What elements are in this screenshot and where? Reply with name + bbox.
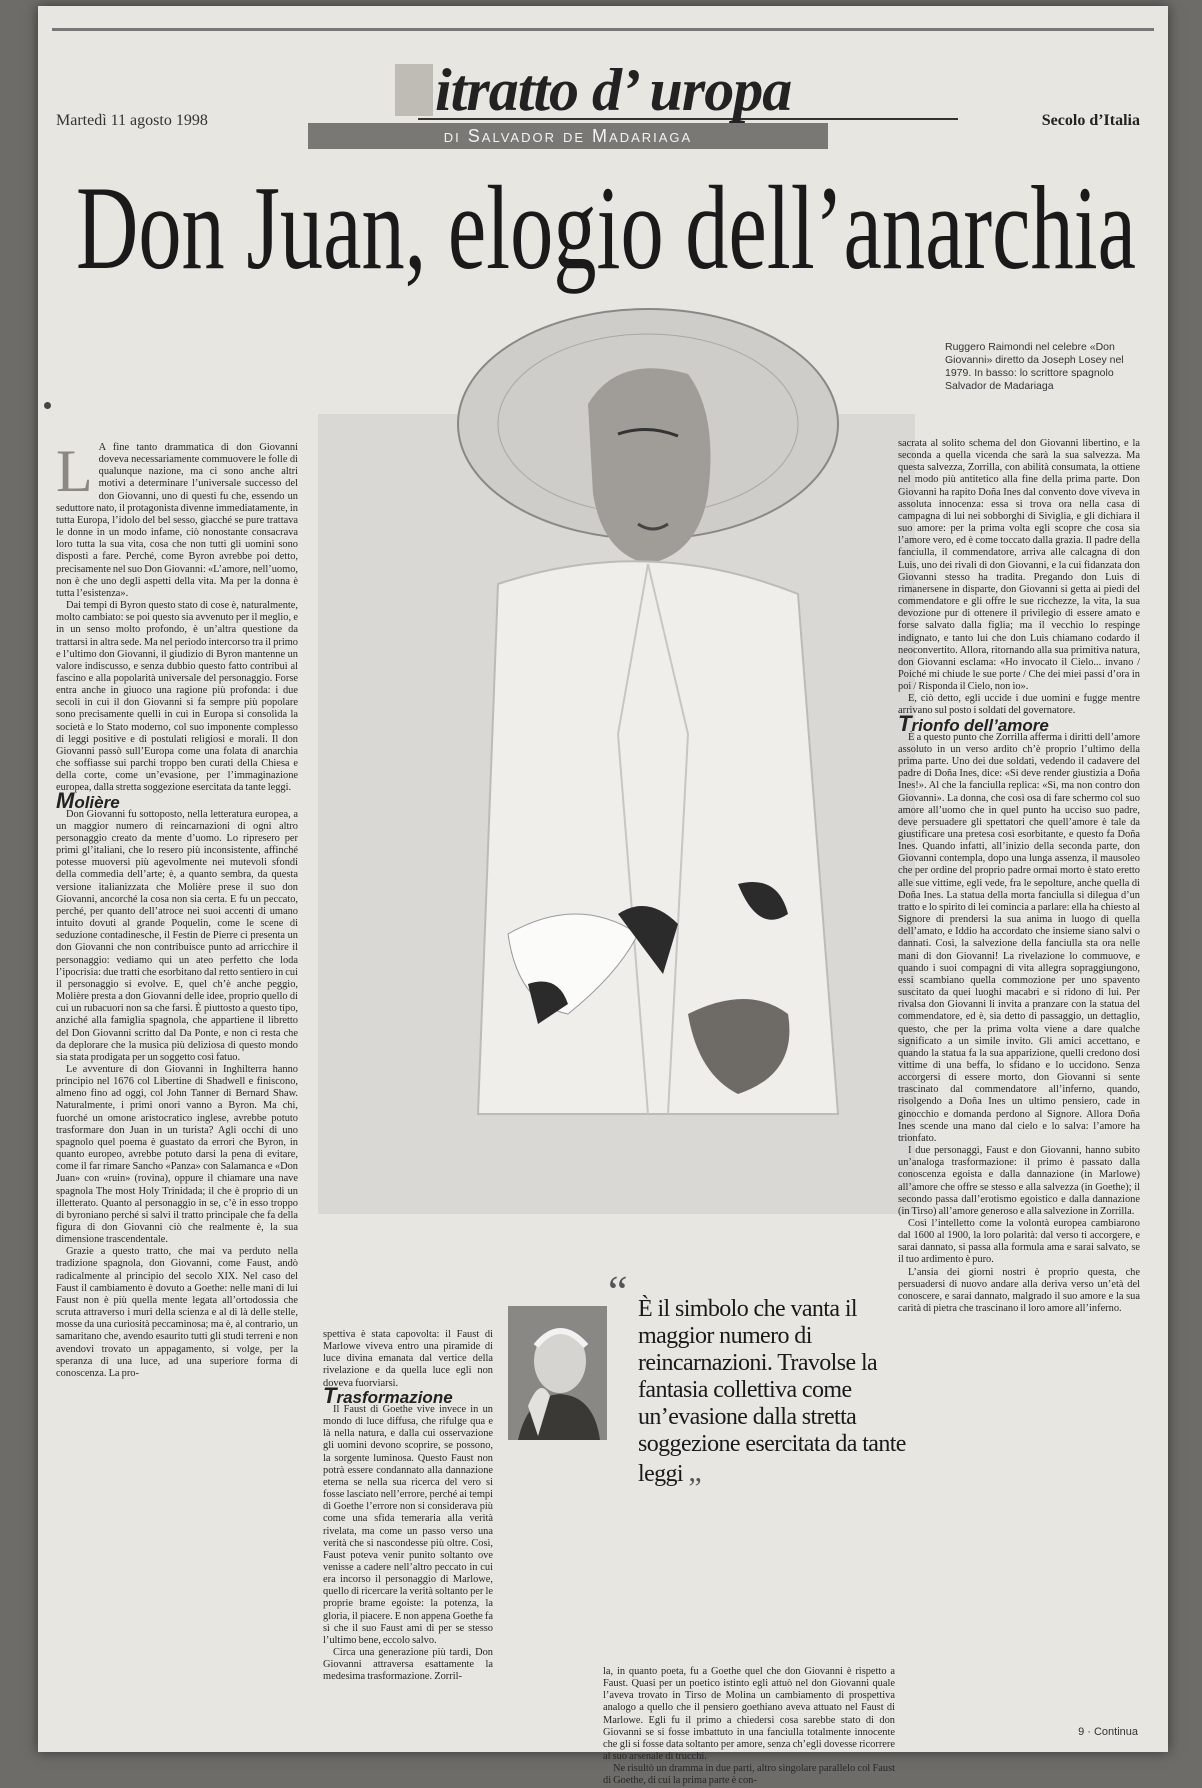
subhead-moliere: Molière (56, 787, 120, 813)
paragraph: la, in quanto poeta, fu a Goethe quel che don Giovanni è rispetto a Faust. Quasi per un poetico istinto egli attuò nel don Giovanni quale l’aveva trovato in Tirso de Molina un cambiamento di prospettiva analogo a quello che il pensiero goethiano aveva attuato nel Faust di Marlowe. Egli fu il primo a chiedersi cosa sarebbe stato di don Giovanni se si fosse imbattuto in una fanciulla totalmente innocente che gli si fosse data soltanto per amore, senza ch’egli dovesse ricorrere al suo arsenale di trucchi. (603, 1666, 895, 1763)
newspaper-page (38, 6, 1168, 1787)
paragraph: Le avventure di don Giovanni in Inghilterra hanno principio nel 1676 col Libertine di Shadwell e finiscono, almeno fino ad oggi, col John Tanner di Bernard Shaw. Naturalmente, i primi onori vanno a Byron. Ma chi, fuorché un omone aristocratico inglese, avrebbe potuto trasformare don Juan in un turista? Agli occhi di uno spagnolo quel poema è guastato da errori che Byron, in quanto europeo, avrebbe potuto darsi la pena di evitare, come il far rimare Sancho «Panza» con Salamanca e «Don Juan» con «ruin» (rovina), oppure il chiamare una nave spagnola The most Holy Trinidada; il che è proprio di un illetterato. Quanto al personaggio in se, c’è in esso troppo di byroniano perché si salvi il tratto principale che fa della figura di don Giovanni ciò che realmente è, la sua dimensione trascendentale. (56, 1063, 298, 1246)
subhead-trasformazione: Trasformazione (323, 1382, 453, 1408)
drop-cap: L (56, 438, 93, 504)
newspaper-name: Secolo d’Italia (1041, 112, 1140, 129)
paragraph: Don Giovanni fu sottoposto, nella letteratura europea, a un maggior numero di reincarnazioni di ogni altro personaggio creato da mente d’uomo. Lo ripresero per primi gl’italiani, che lo resero più inconsistente, affinché potesse muoversi più agevolmente nei mutevoli sfondi della commedia dell’arte; è, a quanto sembra, da questa versione italianizzata che Molière prese il suo don Giovanni, ancorché la cosa non sia certa. E fu un peccato, perché, per quanto dell’atroce nei suoi accenti di umano intuito dovuti al grande Poquelin, come le scene di seduzione contadinesche, il Festin de Pierre ci presenta un don Giovanni che non contribuisce punto ad arricchire il personaggio: vediamo qui un ateo perfetto che loda l’ipocrisia: due tratti che esorbitano dal retto sentiero in cui il personaggio si evolve. E, quel ch’è anche peggio, Molière presta a don Giovanni delle idee, proprio quello di cui un rubacuori non sa che farsi. È piuttosto a questo tipo, anziché alla famiglia spagnola, che appartiene il libretto del Don Giovanni scritto dal Da Ponte, e non ci resta che da deplorare che la musica più deliziosa di questo mondo sia stata prodigata per un soggetto così fatuo. (56, 808, 298, 1063)
photo-caption: Ruggero Raimondi nel celebre «Don Giovanni» diretto da Joseph Losey nel 1979. In basso: lo scrittore spagnolo Salvador de Madariaga (945, 341, 1124, 392)
paragraph: sacrata al solito schema del don Giovanni libertino, e la seconda a quella vicenda che sarà la sua salvezza. Ma questa salvezza, Zorrilla, con abilità consumata, la ottiene nel modo più antitetico alla fine della prima parte. Don Giovanni ha rapito Doña Ines dal convento dove viveva in assoluta innocenza: essa si trova ora nella casa di campagna di lui nei sobborghi di Siviglia, e gli dichiara il suo amore: per la prima volta egli scopre che cosa sia l’amore vero, ed è come toccato dalla grazia. Il padre della fanciulla, il commendatore, arriva alle calcagna di don Luis, uno dei rivali di don Giovanni, e la cui fidanzata don Giovanni stesso ha tradita. Pregando don Luis di rimanersene in disparte, don Giovanni si getta ai piedi del commendatore e gli offre le sue ricchezze, la vita, la sua devozione pur di ottenere il privilegio di essere amato e forse salvato dalla figlia; ma il vecchio lo respinge indignato, e tanto lui che don Luis chiamano codardo il neoconvertito. Allora, ritornando alla sua primitiva natura, don Giovanni esclama: «Ho invocato il Cielo... invano / Poiché mi chiude le sue porte / Che dei miei passi d’ora in poi / Risponda il Cielo, non io». (898, 438, 1140, 693)
article-column-1 (56, 438, 298, 1742)
ritratto-initial-block (395, 64, 433, 116)
paragraph: A fine tanto drammatica di don Giovanni doveva necessariamente commuovere le folle di qualunque nazione, ma ci sono anche altri motivi a determinare l’universale successo del don Giovanni, uno di questi fu che, essendo un seduttore nato, il protagonista divenne immediatamente, in tutta Europa, l’idolo del bel sesso, giacché se pure trattava le donne in un modo infame, ciò nonostante consacrava loro tutta la sua vita, cosa che non tutti gli uomini sono disposti a fare. Perché, come Byron avrebbe poi detto, precisamente nel suo Don Giovanni: «L’amore, nell’uomo, non è che uno degli aspetti della vita. Ma per la donna è tutta l’esistenza». (56, 442, 298, 599)
paragraph: Il Faust di Goethe vive invece in un mondo di luce diffusa, che rifulge qua e là nella natura, e dalla cui osservazione gli uomini devono scoprire, se possono, la sorgente luminosa. Questo Faust non potrà essere condannato alla dannazione eterna se nella sua ricerca del vero si fosse lasciato nell’errore, perché ai tempi di Goethe l’errore non si considerava più come una sfida temeraria alla verità rivelata, ma come un passo verso una verità che si nascondesse più oltre. Così, Faust poteva venir punito soltanto ove venisse a cadere nell’altro peccato in cui era incorso il personaggio di Marlowe, quello di ricercare la verità soltanto per le proprie brame egoiste: la potenza, la gloria, il piacere. E non appena Goethe fa sì che il suo Faust ami di per se stesso l’ultimo bene, eccolo salvo. (323, 1403, 493, 1646)
close-quote-mark: „ (688, 1455, 702, 1488)
masthead-byline: di Salvador de Madariaga (308, 123, 828, 149)
paragraph: Circa una generazione più tardi, Don Giovanni attraversa esattamente la medesima trasformazione. Zorril- (323, 1647, 493, 1683)
article-column-4 (898, 438, 1140, 1758)
open-quote-mark: “ (608, 1267, 627, 1316)
continue-marker: 9 · Continua (1078, 1726, 1138, 1738)
article-column-3 (603, 1666, 895, 1787)
top-rule (52, 28, 1154, 31)
paragraph: È a questo punto che Zorrilla afferma i diritti dell’amore assoluto in un verso ardito ch’è proprio l’ultimo della prima parte. Uno dei due soldati, vedendo il cadavere del padre di Doña Ines, dice: «Si deve render giustizia a Doña Ines!». Al che la fanciulla replica: «Sì, ma non contro don Giovanni». La donna, che così osa di fare schermo col suo amore all’uomo che in quel punto ha ucciso suo padre, deve persuadere gli spettatori che quell’amore è tale da giustificare una pretesa così esorbitante, e questo fa Doña Ines. Quando infatti, all’inizio della seconda parte, don Giovanni contempla, dopo una lunga assenza, il mausoleo che per ordine del proprio padre ormai morto è stato eretto alle sue vittime, egli vede, fra le sepolture, anche quella di Doña Ines. La statua della morta fanciulla si dilegua d’un tratto e lo spirito di lei comincia a parlare: ella ha chiesto al Signore di prendersi la sua anima in luogo di quella dell’amato, e Iddio ha accordato che insieme siano salvi o dannati. Così, la salvezione della fanciulla sta ora nelle mani di don Giovanni! La rivelazione lo commuove, e quando i suoi compagni di vita allegra sopraggiungono, essi scambiano quella commozione per uno spavento suscitato da quei luoghi macabri e si ridono di lui. Per rivalsa don Giovanni li invita a pranzare con la statua del commendatore, ed è, sia detto di passaggio, un dettaglio, questo, che per la prima volta viene a dare qualche significato a un simile invito. Gli amici accettano, e quando la statua fa la sua apparizione, quelli credono dosi vittime di una beffa, lo sfidano e lo uccidono. Senza accorgersi di essere morto, don Giovanni si sente trascinato dal commendatore all’inferno, quando, risolgendo a Doña Ines un ultimo pensiero, cade in ginocchio e domanda perdono al Signore. Allora Doña Ines scende una mano dal cielo e lo salva: l’amore ha trionfato. (898, 731, 1140, 1144)
masthead (38, 46, 1168, 146)
paragraph: Dai tempi di Byron questo stato di cose è, naturalmente, molto cambiato: se poi questo sia avvenuto per il meglio, e in un senso molto profondo, è un’altra questione da trattarsi in altra sede. Ma nel periodo intercorso tra il primo e l’ultimo don Giovanni, il giudizio di Byron mantenne un valore indiscusso, e senza dubbio questo fatto contribuì al fascino e alla popolarità universale del personaggio. Forse entra anche in giuoco una ragione più profonda: i due secoli in cui il don Giovanni si fa sempre più popolare sono precisamente quelli in cui in Europa si consolida la società e lo Stato moderno, col suo imponente complesso di leggi positive e di postulati religiosi e morali. Il don Giovanni passò sull’Europa come una folata di anarchia che soffiasse sui parchi troppo ben curati della Chiesa e della corte, come un’evasione, per l’immaginazione europea, dalla stretta soggezione esercitata da tante leggi. (56, 600, 298, 794)
paragraph: I due personaggi, Faust e don Giovanni, hanno subito un’analoga trasformazione: il primo è passato dalla conoscenza egoista e dalla dannazione (in Marlowe) all’amore che offre se stesso e alla salvezza (in Goethe); il secondo passa dall’erotismo egoistico e dalla dannazione (in Tirso) all’amore generoso e alla salvezione in Zorrilla. (898, 1145, 1140, 1217)
paragraph: L’ansia dei giorni nostri è proprio questa, che persuadersi di nuovo andare alla deriva verso un’età del conoscere, e sarai dannato, malgrado il suo amore e la sua carità di pietra che trascinano il loro amore all’inferno. (898, 1266, 1140, 1315)
paragraph: Così l’intelletto come la volontà europea cambiarono dal 1600 al 1900, la loro polarità: dal verso ti accorgere, e sarai dannato, si passa alla formula ama e sarai salvato, se il tuo ardimento è puro. (898, 1218, 1140, 1266)
article-column-2 (323, 1329, 493, 1749)
pull-quote-text: È il simbolo che vanta il maggior numero di reincarnazioni. Travolse la fantasia collettiva come un’evasione dalla stretta soggezione esercitata da tante leggi (638, 1296, 906, 1487)
issue-date: Martedì 11 agosto 1998 (56, 112, 208, 129)
masthead-title (393, 56, 791, 125)
pull-quote (608, 1267, 928, 1488)
paragraph: E, ciò detto, egli uccide i due uomini e fugge mentre arrivano sul posto i soldati del governatore. (898, 693, 1140, 717)
paragraph: spettiva è stata capovolta: il Faust di Marlowe viveva entro una piramide di luce divina emanata dal vertice della rivelazione e da quella luce egli non doveva fuorviarsi. (323, 1329, 493, 1389)
masthead-title-text: itratto d’ uropa (435, 57, 792, 123)
headline (56, 156, 1156, 294)
subhead-trionfo: Trionfo dell’amore (898, 710, 1049, 736)
margin-mark (44, 402, 51, 409)
paragraph: Ne risultò un dramma in due parti, altro singolare parallelo col Faust di Goethe, di cui la prima parte è con- (603, 1763, 895, 1787)
don-giovanni-photo (318, 414, 915, 1214)
madariaga-portrait (508, 1306, 607, 1440)
paragraph: Grazie a questo tratto, che mai va perduto nella tradizione spagnola, don Giovanni, come Faust, andò radicalmente al principio del secolo XIX. Nel caso del Faust il cambiamento è dovuto a Goethe: nelle mani di lui Faust non è più quella mente legata all’ortodossia che scruta attraverso i muri della scienza e al di là delle stelle, mosse da una curiosità peccaminosa; ma è, al contrario, un samaritano che, avendo esaurito tutti gli studi terreni e non avendovi trovato un appagamento, si volge, per la speranza di una luce, ad una superiore forma di conoscenza. La pro- (56, 1246, 298, 1379)
headline-text: Don Juan, elogio dell’anarchia (76, 161, 1136, 294)
